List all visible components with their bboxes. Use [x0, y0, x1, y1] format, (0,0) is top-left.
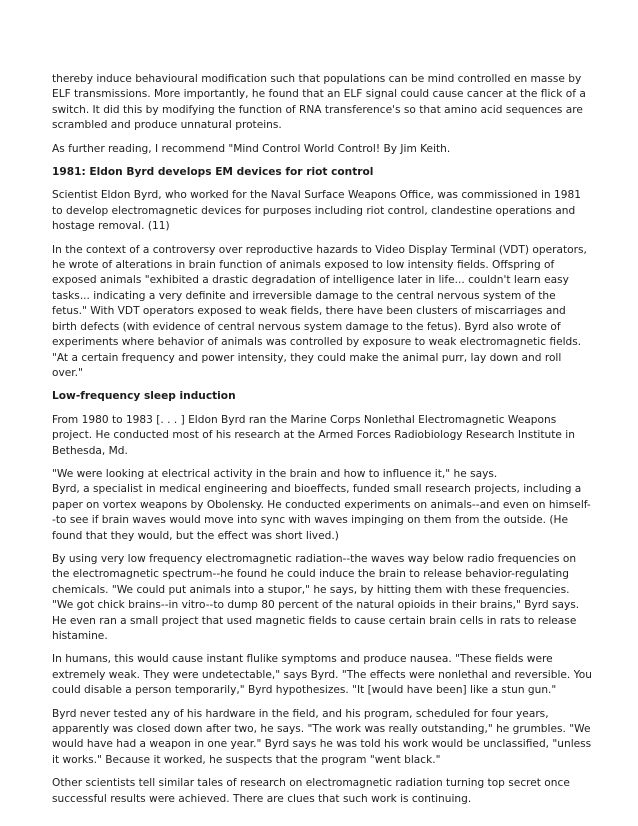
paragraph-program-closed: Byrd never tested any of his hardware in the field, and his program, scheduled for four years, apparently was closed down after two, he says. "The work was really outstanding," he grumbles. "We would have had a weapon in one year." Byrd says he was told his work would be unclassified, "unless it works." Because it worked, he suspects that the program "went black."	[52, 707, 592, 766]
paragraph-further-reading: As further reading, I recommend "Mind Control World Control! By Jim Keith.	[52, 142, 451, 155]
paragraph-elf-transmissions: thereby induce behavioural modification such that populations can be mind controlled en masse by ELF transmissions. More importantly, he found that an ELF signal could cause cancer at the flick of a switch. It did this by modifying the function of RNA transference's so that amino acid sequences are scrambled and produce unnatural proteins.	[52, 73, 586, 132]
paragraph-marine-corps-project: From 1980 to 1983 [. . . ] Eldon Byrd ran the Marine Corps Nonlethal Electromagnetic Weapons project. He conducted most of his research at the Armed Forces Radiobiology Research Institute in Bethesda, Md.	[52, 413, 575, 457]
section-heading-1981: 1981: Eldon Byrd develops EM devices for riot control	[52, 166, 374, 179]
paragraph-low-frequency-radiation: By using very low frequency electromagnetic radiation--the waves way below radio frequencies on the electromagnetic spectrum--he found he could induce the brain to release behavior-regulating chemicals. "We could put animals into a stupor," he says, by hitting them with these frequencies. "We got chick brains--in vitro--to dump 80 percent of the natural opioids in their brains," Byrd says. He even ran a small project that used magnetic fields to cause certain brain cells in rats to release histamine.	[52, 552, 580, 642]
paragraph-top-secret: Other scientists tell similar tales of research on electromagnetic radiation turning top secret once successful results were achieved. There are clues that such work is continuing.	[52, 777, 570, 805]
paragraph-vdt-controversy: In the context of a controversy over reproductive hazards to Video Display Terminal (VDT) operators, he wrote of alterations in brain function of animals exposed to low intensity fields. Offspring of exposed animals "exhibited a drastic degradation of intelligence later in life... couldn't learn easy tasks... indicating a very definite and irreversible damage to the central nervous system of the fetus." With VDT operators exposed to weak fields, there have been clusters of miscarriages and birth defects (with evidence of central nervous system damage to the fetus). Byrd also wrote of experiments where behavior of animals was controlled by exposure to weak electromagnetic fields. "At a certain frequency and power intensity, they could make the animal purr, lay down and roll over."	[52, 243, 587, 379]
document-page	[52, 72, 592, 815]
paragraph-flulike-symptoms: In humans, this would cause instant flulike symptoms and produce nausea. "These fields were extremely weak. They were undetectable," says Byrd. "The effects were nonlethal and reversible. You could disable a person temporarily," Byrd hypothesizes. "It [would have been] like a stun gun."	[52, 653, 592, 697]
paragraph-electrical-activity: "We were looking at electrical activity in the brain and how to influence it," he says. Byrd, a specialist in medical engineering and bioeffects, funded small research projects, including a paper on vortex weapons by Obolensky. He conducted experiments on animals--and even on himself--to see if brain waves would move into sync with waves impinging on them from the outside. (He found that they would, but the effect was short lived.)	[52, 467, 591, 542]
section-heading-sleep-induction: Low-frequency sleep induction	[52, 390, 236, 403]
paragraph-eldon-byrd-commission: Scientist Eldon Byrd, who worked for the Naval Surface Weapons Office, was commissioned in 1981 to develop electromagnetic devices for purposes including riot control, clandestine operations and hostage removal. (11)	[52, 189, 581, 233]
